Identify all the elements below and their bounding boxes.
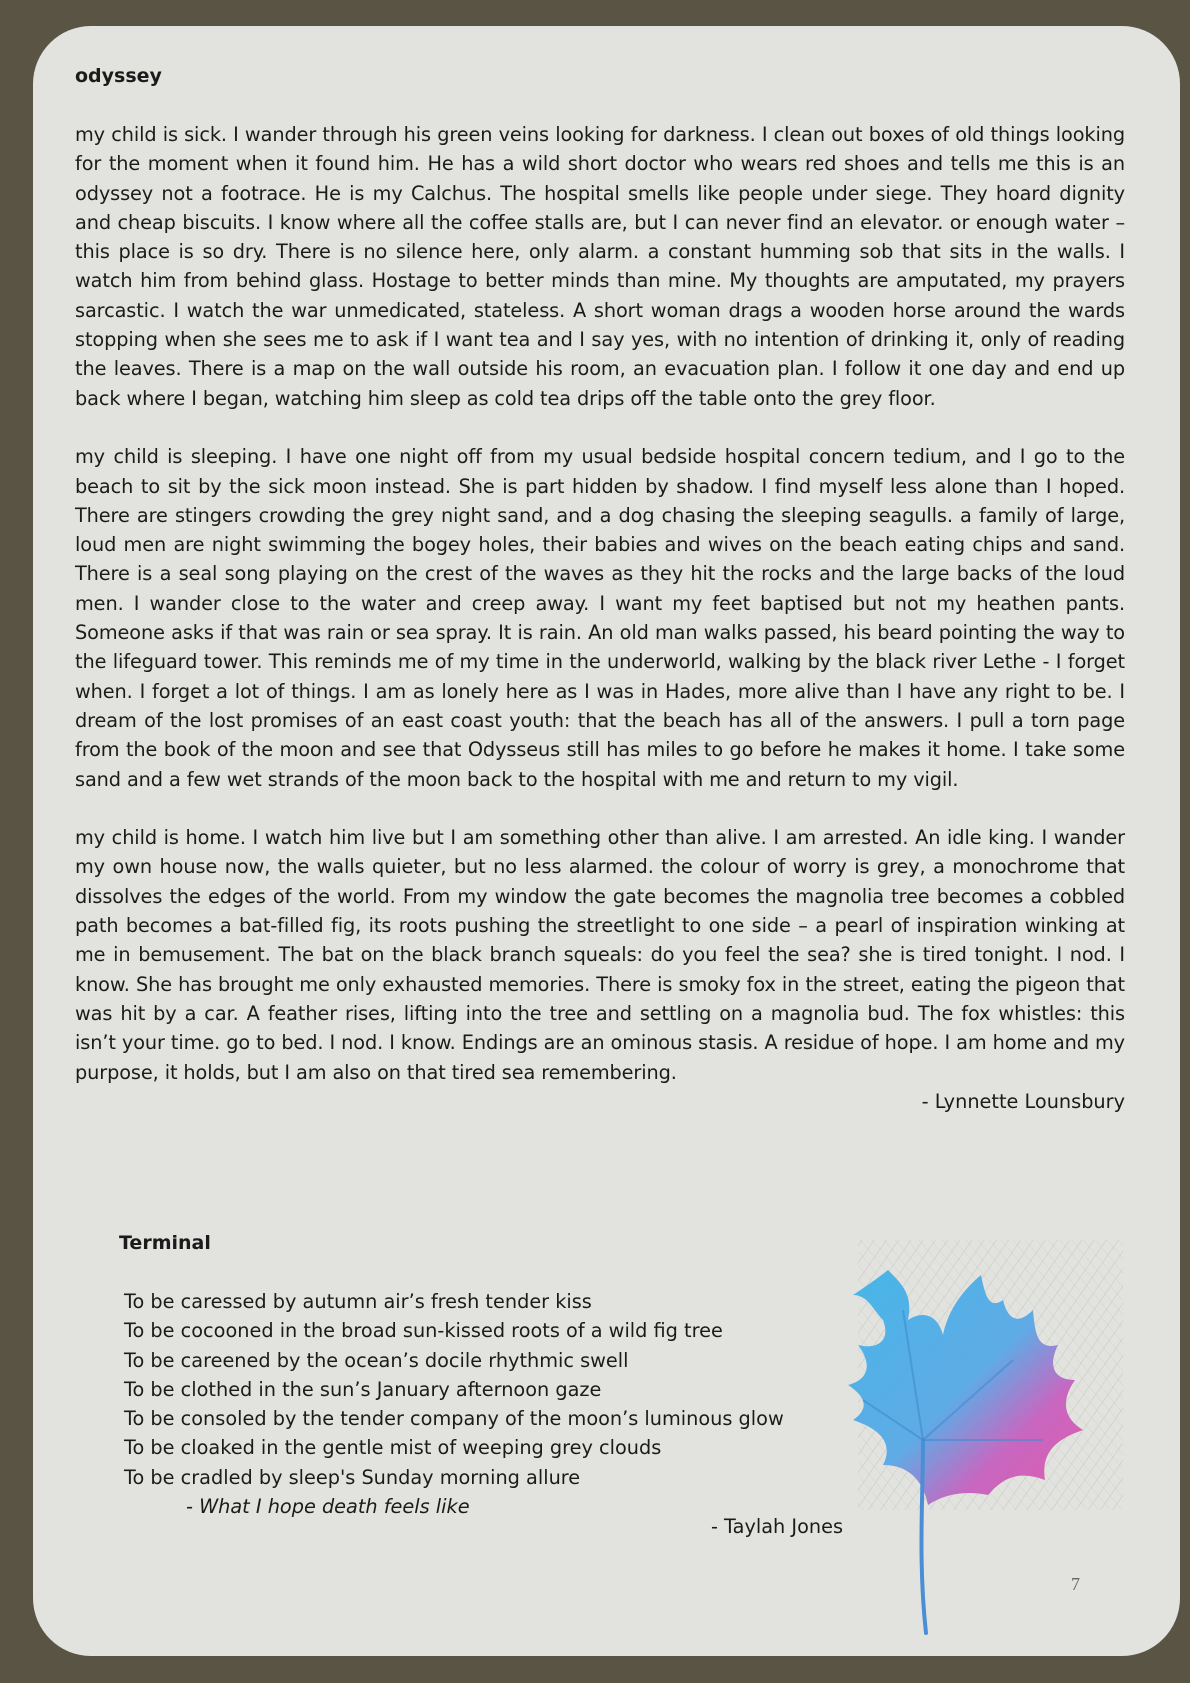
poem-paragraph: my child is sleeping. I have one night off from my usual bedside hospital concern tedium, and I go to the beach to sit by the sick moon instead. She is part hidden by shadow. I find myself less alone than I hoped. There are stingers crowding the grey night sand, and a dog chasing the sleeping seagulls. a family of large, loud men are night swimming the bogey holes, their babies and wives on the beach eating chips and sand. There is a seal song playing on the crest of the waves as they hit the rocks and the large backs of the loud men. I wander close to the water and creep away. I want my feet baptised but not my heathen pants. Someone asks if that was rain or sea spray. It is rain. An old man walks passed, his beard pointing the way to the lifeguard tower. This reminds me of my time in the underworld, walking by the black river Lethe - I forget when. I forget a lot of things. I am as lonely here as I was in Hades, more alive than I have any right to be. I dream of the lost promises of an east coast youth: that the beach has all of the answers. I pull a torn page from the book of the moon and see that Odysseus still has miles to go before he makes it home. I take some sand and a few wet strands of the moon back to the hospital with me and return to my vigil. — [75, 445, 1125, 791]
poem-line: To be careened by the ocean’s docile rhythmic swell — [124, 1348, 629, 1372]
poem-odyssey — [75, 62, 1125, 1116]
poem-author: - Taylah Jones — [710, 1515, 843, 1538]
poem-line: To be consoled by the tender company of the moon’s luminous glow — [124, 1407, 784, 1431]
page — [33, 26, 1180, 1656]
poem-paragraph: my child is home. I watch him live but I am something other than alive. I am arrested. An idle king. I wander my own house now, the walls quieter, but no less alarmed. the colour of worry is grey, a monochrome that dissolves the edges of the world. From my window the gate becomes the magnolia tree becomes a cobbled path becomes a bat-filled fig, its roots pushing the streetlight to one side – a pearl of inspiration winking at me in bemusement. The bat on the black branch squeals: do you feel the sea? she is tired tonight. I nod. I know. She has brought me only exhausted memories. There is smoky fox in the street, eating the pigeon that was hit by a car. A feather rises, lifting into the tree and settling on a magnolia bud. The fox whistles: this isn’t your time. go to bed. I nod. I know. Endings are an ominous stasis. A residue of hope. I am home and my purpose, it holds, but I am also on that tired sea remembering. — [75, 826, 1125, 1084]
page-number: 7 — [1071, 1574, 1080, 1594]
poem-line: To be cloaked in the gentle mist of weeping grey clouds — [124, 1436, 662, 1460]
maple-leaf-icon — [813, 1240, 1173, 1648]
poem-author: - Lynnette Lounsbury — [921, 1089, 1125, 1113]
poem-line: To be clothed in the sun’s January afternoon gaze — [124, 1377, 602, 1401]
poem-line: To be caressed by autumn air’s fresh tender kiss — [124, 1290, 592, 1313]
poem-paragraph: my child is sick. I wander through his green veins looking for darkness. I clean out boxes of old things looking for the moment when it found him. He has a wild short doctor who wears red shoes and tells me this is an odyssey not a footrace. He is my Calchus. The hospital smells like people under siege. They hoard dignity and cheap biscuits. I know where all the coffee stalls are, but I can never find an elevator. or enough water – this place is so dry. There is no silence here, only alarm. a constant humming sob that sits in the walls. I watch him from behind glass. Hostage to better minds than mine. My thoughts are amputated, my prayers sarcastic. I watch the war unmedicated, stateless. A short woman drags a wooden horse around the wards stopping when she sees me to ask if I want tea and I say yes, with no intention of drinking it, only of reading the leaves. There is a map on the wall outside his room, an evacuation plan. I follow it one day and end up back where I began, watching him sleep as cold tea drips off the table onto the grey floor. — [75, 123, 1125, 410]
poem-title: Terminal — [119, 1232, 211, 1254]
poem-terminal — [119, 1229, 859, 1521]
poem-title: odyssey — [75, 65, 162, 87]
poem-subtitle: - What I hope death feels like — [186, 1495, 470, 1519]
poem-line: To be cradled by sleep's Sunday morning allure — [124, 1465, 581, 1489]
poem-line: To be cocooned in the broad sun-kissed roots of a wild fig tree — [124, 1319, 723, 1343]
